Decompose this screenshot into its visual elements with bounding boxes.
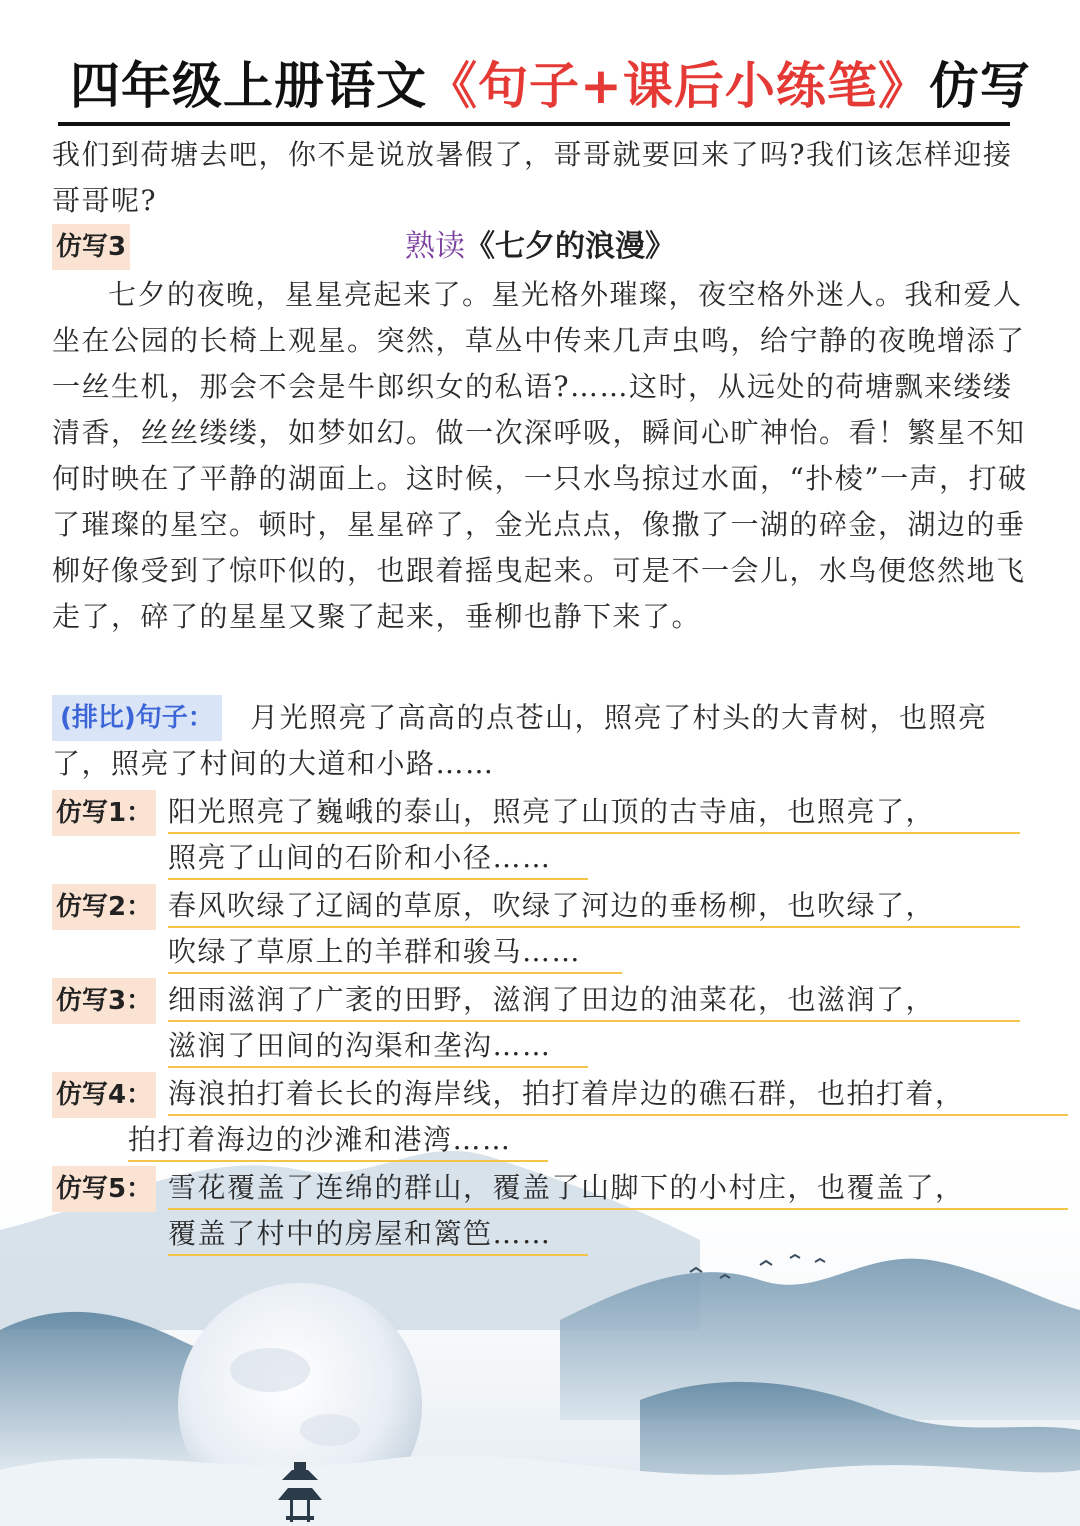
heading-prefix: 熟读 — [405, 229, 465, 264]
title-subject: 四年级上册语文 — [70, 57, 427, 115]
exercise-5-line-2: 覆盖了村中的房屋和篱笆…… — [168, 1212, 578, 1256]
exercise-3-line-2: 滋润了田间的沟渠和垄沟…… — [168, 1024, 578, 1068]
page-title — [70, 50, 1031, 122]
exercise-label-4: 仿写4： — [52, 1072, 156, 1118]
parallelism-sentence: 月光照亮了高高的点苍山，照亮了村头的大青树，也照亮了，照亮了村间的大道和小路…… — [52, 701, 988, 780]
heading-title: 《七夕的浪漫》 — [465, 229, 675, 264]
section-label-3: 仿写3 — [52, 224, 130, 270]
exercise-2-line-2: 吹绿了草原上的羊群和骏马…… — [168, 930, 612, 974]
parallelism-label: (排比)句子： — [52, 695, 222, 741]
passage-text: 七夕的夜晚，星星亮起来了。星光格外璀璨，夜空格外迷人。我和爱人坐在公园的长椅上观星。突然，草丛中传来几声虫鸣，给宁静的夜晚增添了一丝生机，那会不会是牛郎织女的私语?……这时，从远处的荷塘飘来缕缕清香，丝丝缕缕，如梦如幻。做一次深呼吸，瞬间心旷神怡。看！繁星不知何时映在了平静的湖面上。这时候，一只水鸟掠过水面，“扑棱”一声，打破了璀璨的星空。顿时，星星碎了，金光点点，像撒了一湖的碎金，湖边的垂柳好像受到了惊吓似的，也跟着摇曳起来。可是不一会儿，水鸟便悠然地飞走了，碎了的星星又聚了起来，垂柳也静下来了。 — [52, 278, 1028, 633]
reading-heading — [0, 224, 1080, 270]
exercise-1-line-1: 阳光照亮了巍峨的泰山，照亮了山顶的古寺庙，也照亮了， — [168, 790, 1010, 834]
exercise-label-5: 仿写5： — [52, 1166, 156, 1212]
exercise-5-line-1: 雪花覆盖了连绵的群山，覆盖了山脚下的小村庄，也覆盖了， — [168, 1166, 1058, 1210]
exercise-2-line-1: 春风吹绿了辽阔的草原，吹绿了河边的垂杨柳，也吹绿了， — [168, 884, 1010, 928]
exercise-label-1: 仿写1： — [52, 790, 156, 836]
exercise-3-line-1: 细雨滋润了广袤的田野，滋润了田边的油菜花，也滋润了， — [168, 978, 1010, 1022]
intro-text: 我们到荷塘去吧，你不是说放暑假了，哥哥就要回来了吗?我们该怎样迎接哥哥呢? — [52, 138, 1013, 217]
exercise-1-line-2: 照亮了山间的石阶和小径…… — [168, 836, 578, 880]
exercise-4-line-2: 拍打着海边的沙滩和港湾…… — [128, 1118, 538, 1162]
title-topic: 《句子+课后小练笔》 — [427, 57, 929, 115]
exercise-label-2: 仿写2： — [52, 884, 156, 930]
exercise-label-3: 仿写3： — [52, 978, 156, 1024]
title-underline — [58, 122, 1010, 126]
title-suffix: 仿写 — [928, 57, 1031, 115]
exercise-4-line-1: 海浪拍打着长长的海岸线，拍打着岸边的礁石群，也拍打着， — [168, 1072, 1058, 1116]
